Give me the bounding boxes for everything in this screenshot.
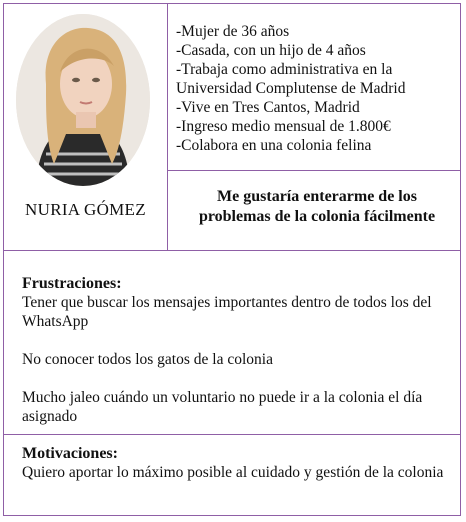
frustration-item: No conocer todos los gatos de la colonia <box>22 351 273 368</box>
fact-item: Universidad Complutense de Madrid <box>176 80 406 97</box>
frustration-item: Mucho jaleo cuándo un voluntario no puede ir a la colonia el día asignado <box>22 389 423 425</box>
motivations-title: Motivaciones: <box>22 445 118 462</box>
divider-right <box>167 170 460 171</box>
fact-item: -Trabaja como administrativa en la <box>176 61 393 78</box>
divider-motivations <box>4 434 460 435</box>
persona-quote: Me gustaría enterarme de los problemas de la colonia fácilmente <box>198 188 436 225</box>
persona-photo <box>16 14 150 186</box>
fact-item: -Ingreso medio mensual de 1.800€ <box>176 118 391 135</box>
persona-card <box>3 3 461 516</box>
persona-photo-image <box>16 14 150 186</box>
fact-item: -Casada, con un hijo de 4 años <box>176 42 366 59</box>
frustration-item: Tener que buscar los mensajes importantes dentro de todos los del WhatsApp <box>22 294 432 330</box>
persona-name: NURIA GÓMEZ <box>25 200 146 219</box>
fact-item: -Colabora en una colonia felina <box>176 137 372 154</box>
divider-frustrations <box>4 250 460 251</box>
divider-vertical <box>167 4 168 250</box>
persona-facts <box>176 22 405 155</box>
fact-item: -Vive en Tres Cantos, Madrid <box>176 99 360 116</box>
motivation-item: Quiero aportar lo máximo posible al cuidado y gestión de la colonia <box>22 464 444 481</box>
fact-item: -Mujer de 36 años <box>176 23 290 40</box>
frustrations-title: Frustraciones: <box>22 275 122 292</box>
motivations-section <box>22 444 454 482</box>
frustrations-section <box>22 274 454 426</box>
